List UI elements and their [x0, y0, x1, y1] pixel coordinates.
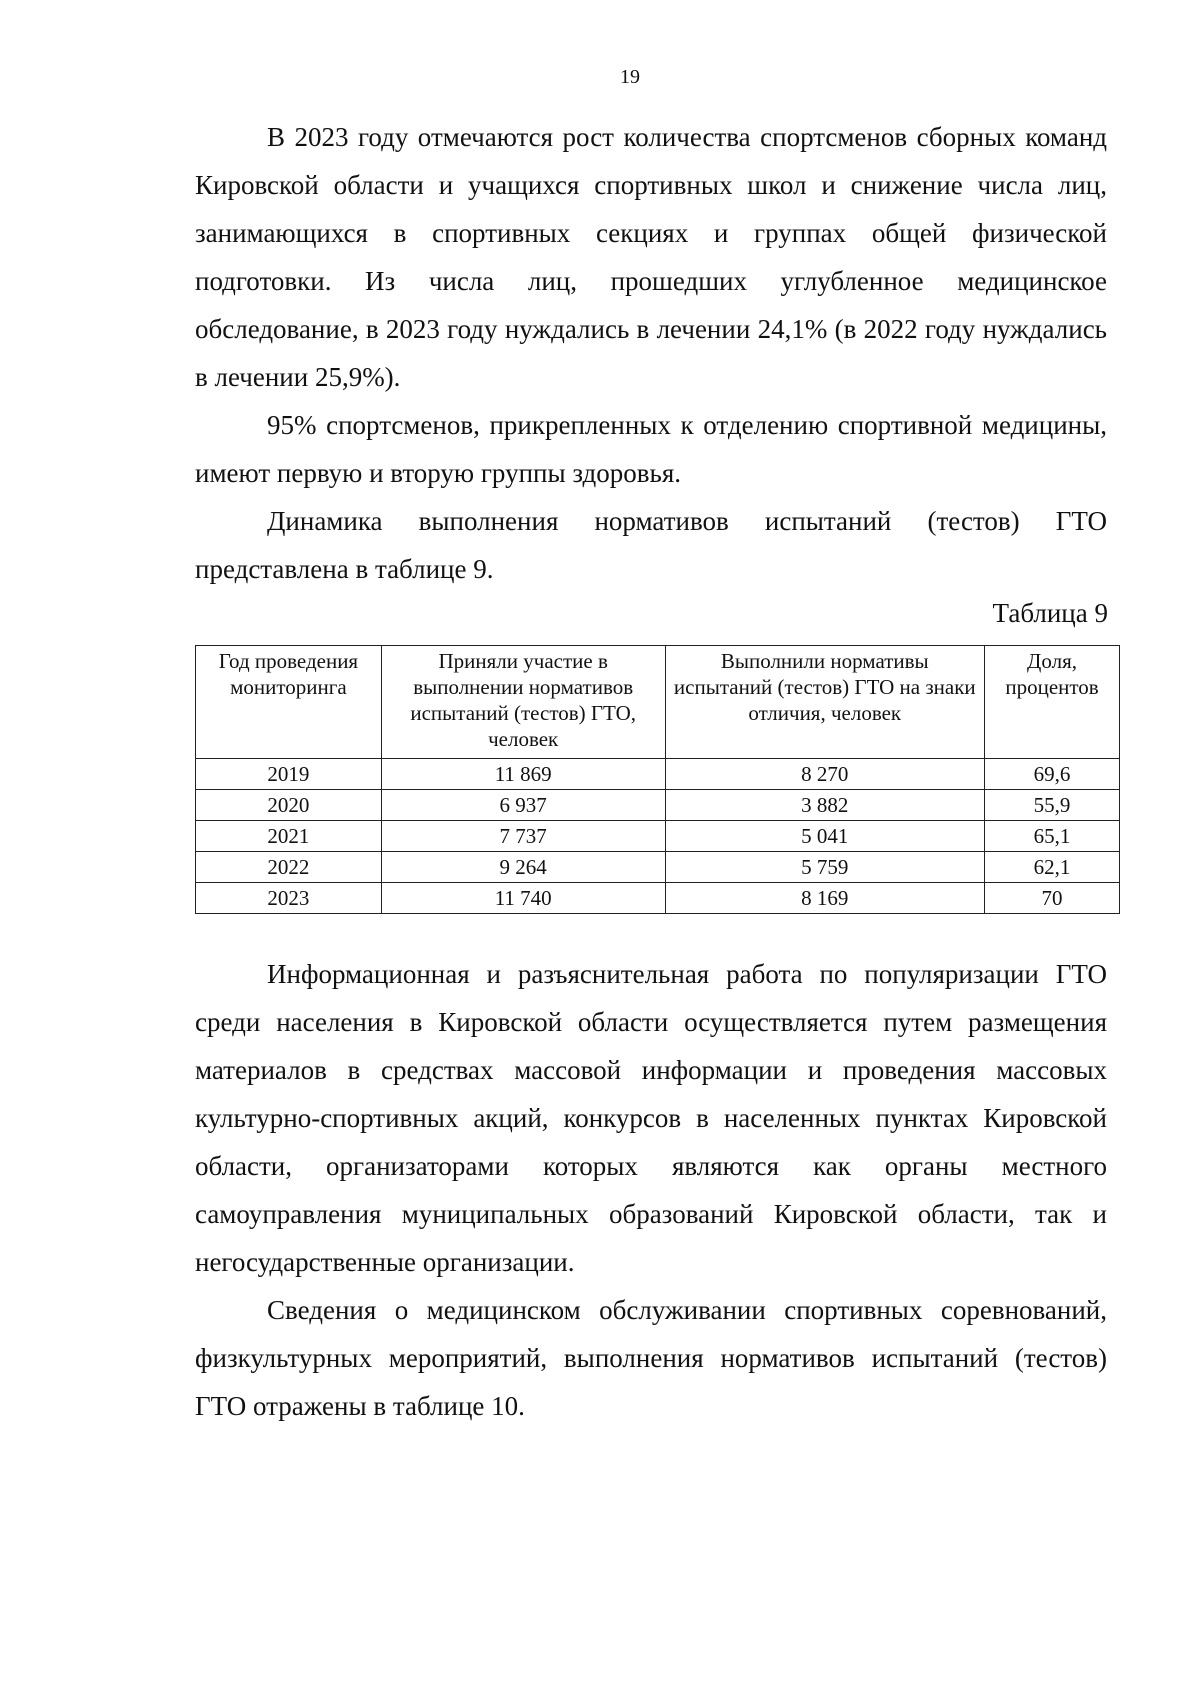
cell-passed: 5 041 — [665, 821, 985, 852]
gto-table — [195, 645, 1120, 914]
paragraph: Сведения о медицинском обслуживании спортивных соревнований, физкультурных мероприятий, выполнения нормативов испытаний (тестов) ГТО отражены в таблице 10. — [195, 1295, 1107, 1421]
table-row — [196, 821, 1120, 852]
header-share: Доля, процентов — [985, 646, 1120, 759]
cell-participants: 11 869 — [381, 759, 665, 790]
table-caption: Таблица 9 — [992, 598, 1108, 628]
header-participants: Приняли участие в выполнении нормативов испытаний (тестов) ГТО, человек — [381, 646, 665, 759]
header-passed: Выполнили нормативы испытаний (тестов) ГТО на знаки отличия, человек — [665, 646, 985, 759]
header-year: Год проведения мониторинга — [196, 646, 382, 759]
paragraph: Динамика выполнения нормативов испытаний (тестов) ГТО представлена в таблице 9. — [195, 506, 1107, 584]
cell-share: 55,9 — [985, 790, 1120, 821]
cell-passed: 8 270 — [665, 759, 985, 790]
paragraph: В 2023 году отмечаются рост количества спортсменов сборных команд Кировской области и учащихся спортивных школ и снижение числа лиц, занимающихся в спортивных секциях и группах общей физической подготовки. Из числа лиц, прошедших углубленное медицинское обследование, в 2023 году нуждались в лечении 24,1% (в 2022 году нуждались в лечении 25,9%). — [195, 122, 1107, 392]
cell-participants: 9 264 — [381, 852, 665, 883]
cell-year: 2021 — [196, 821, 382, 852]
table-row — [196, 852, 1120, 883]
cell-year: 2023 — [196, 883, 382, 914]
cell-year: 2019 — [196, 759, 382, 790]
cell-passed: 8 169 — [665, 883, 985, 914]
cell-participants: 6 937 — [381, 790, 665, 821]
cell-share: 69,6 — [985, 759, 1120, 790]
cell-year: 2022 — [196, 852, 382, 883]
table-row — [196, 759, 1120, 790]
cell-passed: 3 882 — [665, 790, 985, 821]
cell-share: 62,1 — [985, 852, 1120, 883]
table-header-row — [196, 646, 1120, 759]
cell-participants: 7 737 — [381, 821, 665, 852]
page-number: 19 — [620, 66, 640, 88]
cell-passed: 5 759 — [665, 852, 985, 883]
top-text-block — [195, 113, 1107, 593]
bottom-text-block — [195, 950, 1107, 1430]
paragraph: 95% спортсменов, прикрепленных к отделению спортивной медицины, имеют первую и вторую группы здоровья. — [195, 410, 1107, 488]
cell-share: 70 — [985, 883, 1120, 914]
table-row — [196, 790, 1120, 821]
cell-participants: 11 740 — [381, 883, 665, 914]
cell-year: 2020 — [196, 790, 382, 821]
cell-share: 65,1 — [985, 821, 1120, 852]
table-row — [196, 883, 1120, 914]
paragraph: Информационная и разъяснительная работа по популяризации ГТО среди населения в Кировской области осуществляется путем размещения материалов в средствах массовой информации и проведения массовых культурно-спортивных акций, конкурсов в населенных пунктах Кировской области, организаторами которых являются как органы местного самоуправления муниципальных образований Кировской области, так и негосударственные организации. — [195, 959, 1107, 1277]
